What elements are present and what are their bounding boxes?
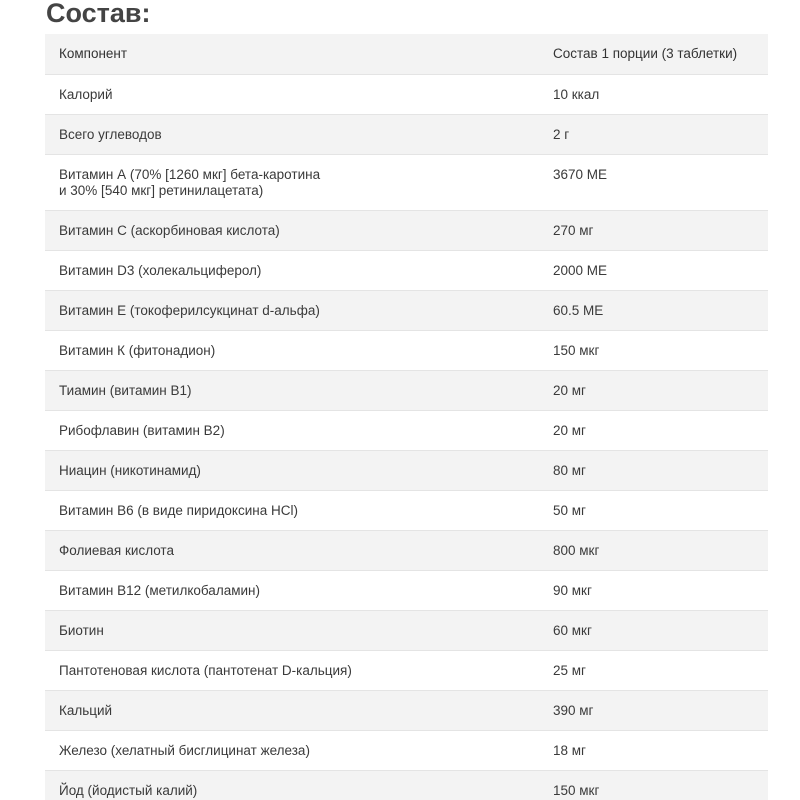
- component-amount-cell: 3670 МЕ: [553, 167, 608, 182]
- table-row: [45, 490, 768, 530]
- table-row: [45, 74, 768, 114]
- table-row: [45, 690, 768, 730]
- table-row: [45, 610, 768, 650]
- component-name-cell: Тиамин (витамин В1): [59, 383, 192, 398]
- table-row: [45, 730, 768, 770]
- component-name-cell: Пантотеновая кислота (пантотенат D-кальция): [59, 663, 352, 678]
- component-amount-cell: 150 мкг: [553, 343, 600, 358]
- component-amount-cell: 60.5 МЕ: [553, 303, 604, 318]
- component-amount-cell: 800 мкг: [553, 543, 600, 558]
- table-row: [45, 290, 768, 330]
- table-row: [45, 650, 768, 690]
- table-row: [45, 530, 768, 570]
- component-amount-cell: 2000 МЕ: [553, 263, 608, 278]
- component-amount-cell: 10 ккал: [553, 87, 600, 102]
- component-amount-cell: 270 мг: [553, 223, 594, 238]
- component-name-cell: Витамин D3 (холекальциферол): [59, 263, 262, 278]
- component-amount-cell: 90 мкг: [553, 583, 592, 598]
- component-name-cell: Витамин В6 (в виде пиридоксина HCl): [59, 503, 298, 518]
- component-name-cell: Всего углеводов: [59, 127, 162, 142]
- component-amount-cell: 20 мг: [553, 383, 586, 398]
- table-header-row: [45, 34, 768, 74]
- component-amount-cell: 50 мг: [553, 503, 586, 518]
- table-row: [45, 570, 768, 610]
- table-row: [45, 330, 768, 370]
- column-header-serving: Состав 1 порции (3 таблетки): [553, 46, 738, 61]
- component-amount-cell: 60 мкг: [553, 623, 592, 638]
- page-title: Состав:: [46, 0, 151, 28]
- component-name-cell: Витамин А (70% [1260 мкг] бета-каротина и 30% [540 мкг] ретинилацетата): [59, 167, 321, 198]
- component-name-cell: Биотин: [59, 623, 104, 638]
- table-row: [45, 210, 768, 250]
- component-amount-cell: 18 мг: [553, 743, 586, 758]
- component-name-cell: Калорий: [59, 87, 113, 102]
- component-amount-cell: 2 г: [553, 127, 570, 142]
- table-row: [45, 370, 768, 410]
- component-name-cell: Рибофлавин (витамин В2): [59, 423, 225, 438]
- component-name-cell: Ниацин (никотинамид): [59, 463, 201, 478]
- component-amount-cell: 390 мг: [553, 703, 594, 718]
- component-name-cell: Кальций: [59, 703, 113, 718]
- component-name-cell: Витамин С (аскорбиновая кислота): [59, 223, 280, 238]
- component-amount-cell: 20 мг: [553, 423, 586, 438]
- component-amount-cell: 150 мкг: [553, 783, 600, 798]
- table-row: [45, 450, 768, 490]
- table-row: [45, 154, 768, 210]
- column-header-component: Компонент: [59, 46, 128, 61]
- component-amount-cell: 80 мг: [553, 463, 586, 478]
- component-name-cell: Йод (йодистый калий): [59, 783, 198, 798]
- table-row: [45, 114, 768, 154]
- component-name-cell: Витамин В12 (метилкобаламин): [59, 583, 260, 598]
- table-row: [45, 410, 768, 450]
- component-name-cell: Фолиевая кислота: [59, 543, 174, 558]
- table-row: [45, 770, 768, 800]
- table-row: [45, 250, 768, 290]
- composition-table: [45, 34, 768, 800]
- component-amount-cell: 25 мг: [553, 663, 586, 678]
- component-name-cell: Витамин К (фитонадион): [59, 343, 216, 358]
- component-name-cell: Железо (хелатный бисглицинат железа): [59, 743, 310, 758]
- component-name-cell: Витамин Е (токоферилсукцинат d-альфа): [59, 303, 320, 318]
